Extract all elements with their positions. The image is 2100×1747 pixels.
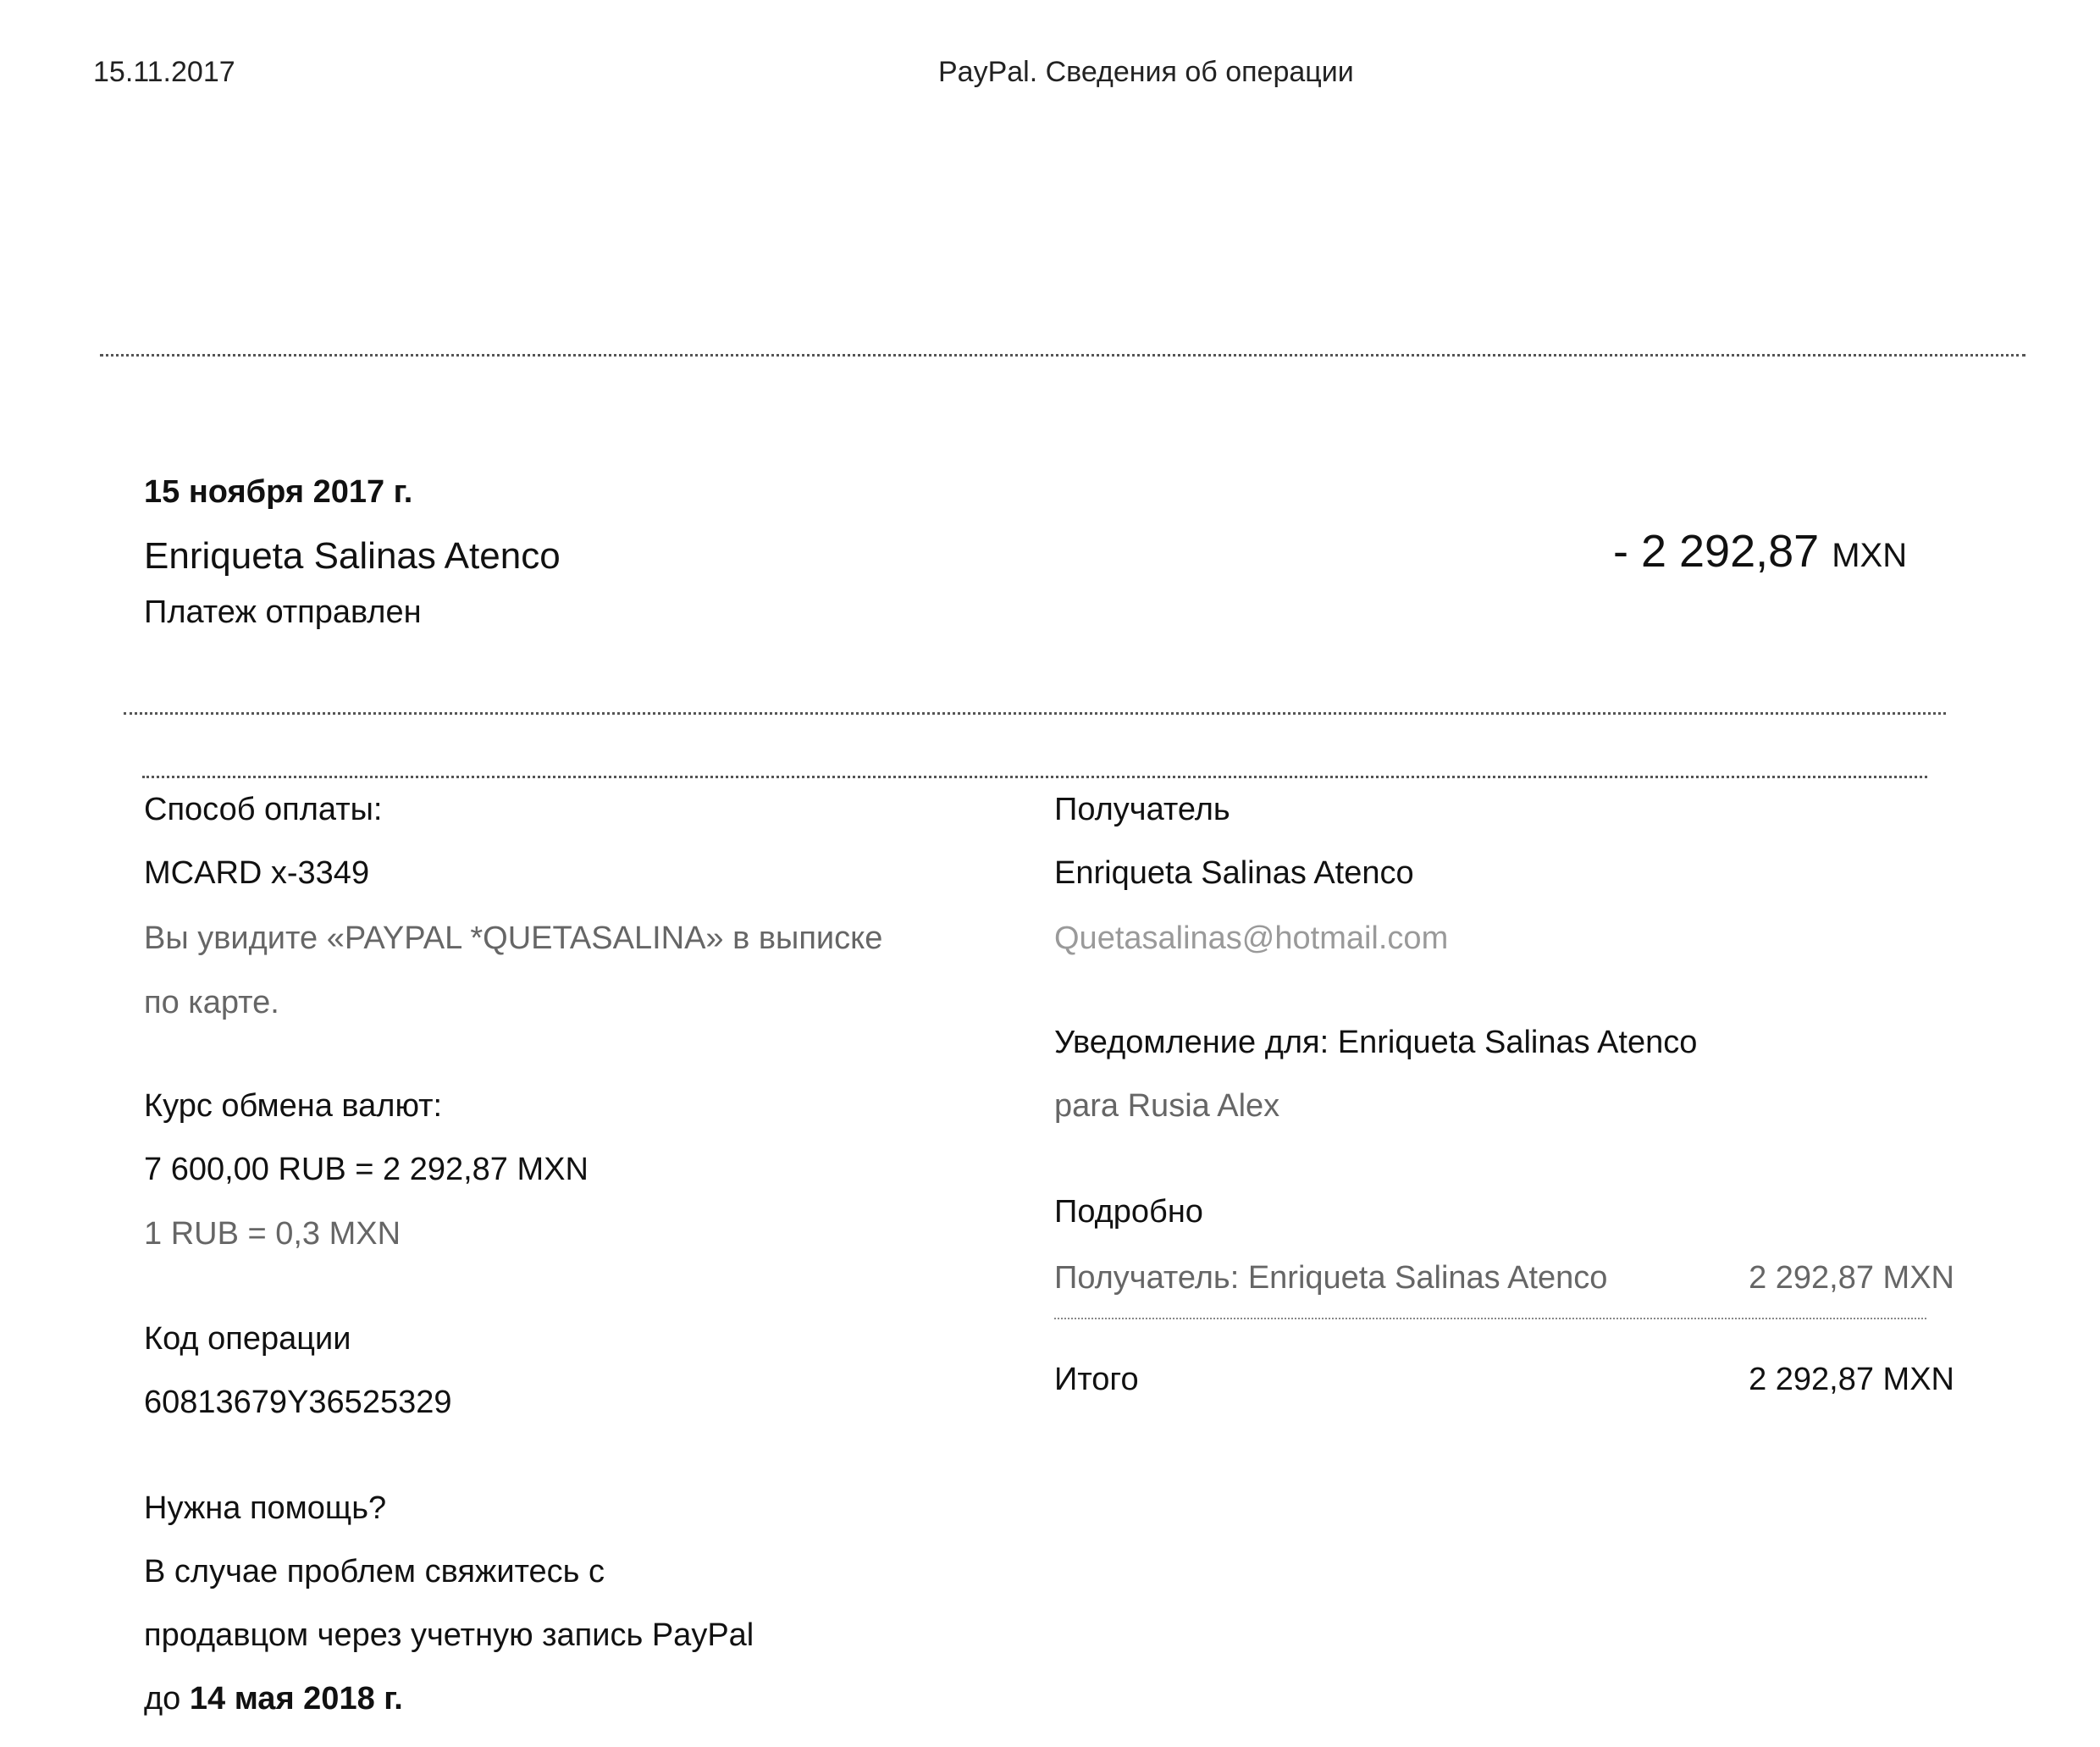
transaction-amount <box>1613 525 1907 578</box>
statement-note-line2: по карте. <box>144 985 279 1020</box>
summary-divider <box>124 712 1946 715</box>
exchange-rate-unit: 1 RUB = 0,3 MXN <box>144 1216 401 1252</box>
amount-value: - 2 292,87 <box>1613 526 1820 577</box>
total-label: Итого <box>1054 1362 1139 1397</box>
help-line-3 <box>144 1681 403 1717</box>
exchange-rate-label: Курс обмена валют: <box>144 1088 443 1124</box>
details-item-amount: 2 292,87 MXN <box>1749 1260 1954 1296</box>
details-divider <box>142 776 1927 778</box>
payment-method-label: Способ оплаты: <box>144 792 383 827</box>
exchange-rate-value: 7 600,00 RUB = 2 292,87 MXN <box>144 1152 589 1187</box>
total-amount: 2 292,87 MXN <box>1749 1362 1954 1397</box>
help-deadline-prefix: до <box>144 1681 181 1717</box>
statement-note-line1: Вы увидите «PAYPAL *QUETASALINA» в выписке <box>144 920 883 956</box>
top-divider <box>100 354 2025 357</box>
page-title: PayPal. Сведения об операции <box>938 56 1354 88</box>
counterparty-name: Enriqueta Salinas Atenco <box>144 535 561 577</box>
details-label: Подробно <box>1054 1194 1203 1230</box>
notification-text: para Rusia Alex <box>1054 1088 1280 1124</box>
help-line-1: В случае проблем свяжитесь с <box>144 1554 605 1589</box>
transaction-status: Платеж отправлен <box>144 594 422 630</box>
total-divider <box>1054 1318 1926 1319</box>
amount-currency: MXN <box>1832 537 1908 574</box>
help-line-2: продавцом через учетную запись PayPal <box>144 1617 754 1653</box>
recipient-name: Enriqueta Salinas Atenco <box>1054 855 1414 891</box>
recipient-label: Получатель <box>1054 792 1230 827</box>
notification-label: Уведомление для: Enriqueta Salinas Atenco <box>1054 1025 1698 1060</box>
details-item-label: Получатель: Enriqueta Salinas Atenco <box>1054 1260 1608 1296</box>
operation-code: 60813679Y36525329 <box>144 1385 452 1420</box>
card-number: MCARD x-3349 <box>144 855 370 891</box>
help-deadline-date: 14 мая 2018 г. <box>189 1681 403 1717</box>
operation-code-label: Код операции <box>144 1321 351 1357</box>
transaction-date: 15 ноября 2017 г. <box>144 474 413 510</box>
recipient-email[interactable]: Quetasalinas@hotmail.com <box>1054 920 1449 956</box>
help-title: Нужна помощь? <box>144 1490 387 1526</box>
print-date: 15.11.2017 <box>93 56 235 88</box>
